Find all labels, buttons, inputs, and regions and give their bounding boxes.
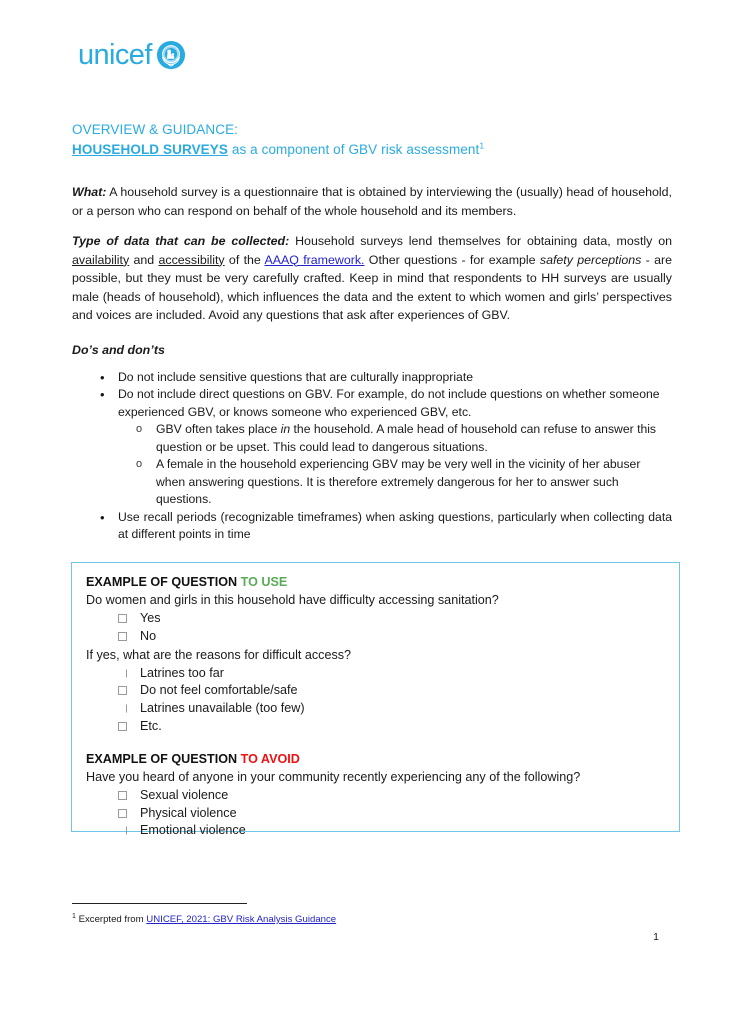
footnote-marker: 1 xyxy=(72,912,76,920)
term-accessibility: accessibility xyxy=(158,252,225,267)
title-footnote-marker: 1 xyxy=(479,140,485,151)
bullet-marker-icon: • xyxy=(100,509,105,525)
sub-list-item-post: the household. A male head of household can refuse to answer this question or be upset. This could lead to dangerous situations. xyxy=(156,422,657,454)
bullet-marker-icon: • xyxy=(100,369,105,385)
sub-list xyxy=(118,421,672,509)
what-label: What: xyxy=(72,185,107,199)
sub-list-item-pre: GBV often takes place xyxy=(156,422,281,436)
example-heading-prefix: EXAMPLE OF QUESTION xyxy=(86,751,241,766)
sub-list-item-italic: in xyxy=(280,422,291,436)
checkbox-partial-icon[interactable] xyxy=(118,704,127,713)
list-item[interactable] xyxy=(86,628,665,646)
footnote-separator xyxy=(72,903,247,904)
list-item-text: Use recall periods (recognizable timeframes) when asking questions, particularly when collecting data at different points in time xyxy=(118,509,672,541)
checkbox-empty-icon[interactable] xyxy=(118,722,127,731)
bullet-marker-icon: • xyxy=(100,387,105,402)
title-overline: OVERVIEW & GUIDANCE: xyxy=(72,122,239,137)
list-item-text: Do not include sensitive questions that are culturally inappropriate xyxy=(118,369,473,384)
page-number: 1 xyxy=(653,931,659,943)
sub-list-item-pre: A female in the household experiencing GBV may be very well in the vicinity of her abuser when answering questions. It is therefore extremely dangerous for her to answer such questions. xyxy=(156,457,641,506)
sub-list-item xyxy=(118,421,672,456)
example-option-list xyxy=(86,610,665,646)
unicef-logo xyxy=(78,40,186,70)
example-heading-tag: TO AVOID xyxy=(240,751,300,766)
paragraph-type-of-data xyxy=(72,232,672,325)
option-label: Sexual violence xyxy=(140,787,229,802)
type-of-data-part1: Household surveys lend themselves for obtaining data, mostly on xyxy=(289,234,672,248)
term-safety-perceptions: safety perceptions xyxy=(539,252,642,267)
spacer xyxy=(86,736,665,750)
option-label: Emotional violence xyxy=(140,823,246,838)
list-item xyxy=(72,509,672,544)
dos-and-donts-list xyxy=(72,369,672,544)
title-main xyxy=(72,139,672,160)
list-item xyxy=(72,369,672,387)
example-question: Have you heard of anyone in your community recently experiencing any of the following? xyxy=(86,769,581,784)
term-availability: availability xyxy=(72,252,130,267)
list-item xyxy=(72,386,672,509)
footnote xyxy=(72,913,336,926)
example-heading-to-avoid xyxy=(86,750,665,768)
example-heading-tag: TO USE xyxy=(240,575,288,589)
type-of-data-part4: Other questions - for example xyxy=(364,252,540,267)
checkbox-empty-icon[interactable] xyxy=(118,614,127,623)
list-item[interactable] xyxy=(86,787,665,805)
list-item[interactable] xyxy=(86,700,665,718)
type-of-data-part5: - are possible, but they must be very carefully crafted. Keep in mind that respondents to HH surveys are usually male (heads of household), which influences the data and the extent to which women and girls’ perspectives and voices are included. Avoid any questions that ask after experiences of GBV. xyxy=(72,252,673,322)
type-of-data-part2: and xyxy=(129,252,159,267)
example-questions-box xyxy=(71,562,680,838)
example-question: If yes, what are the reasons for difficult access? xyxy=(86,647,352,662)
checkbox-empty-icon[interactable] xyxy=(118,809,127,818)
example-option-list xyxy=(86,665,665,736)
list-item[interactable] xyxy=(86,822,665,840)
paragraph-what xyxy=(72,183,672,220)
aaaq-framework-link[interactable]: AAAQ framework. xyxy=(264,252,365,267)
checkbox-empty-icon[interactable] xyxy=(118,632,127,641)
option-label: Physical violence xyxy=(140,805,237,820)
option-label: Latrines unavailable (too few) xyxy=(140,701,305,716)
what-text: A household survey is a questionnaire that is obtained by interviewing the (usually) head of household, or a person who can respond on behalf of the whole household and its members. xyxy=(72,185,672,218)
checkbox-partial-icon[interactable] xyxy=(118,826,127,835)
footnote-source-link[interactable]: UNICEF, 2021: GBV Risk Analysis Guidance xyxy=(146,914,337,925)
title-main-rest: as a component of GBV risk assessment xyxy=(227,142,480,157)
list-item[interactable] xyxy=(86,665,665,683)
option-label: Etc. xyxy=(140,718,162,733)
type-of-data-part3: of the xyxy=(224,252,265,267)
example-heading-to-use xyxy=(86,573,665,591)
checkbox-empty-icon[interactable] xyxy=(118,791,127,800)
option-label: Yes xyxy=(140,611,161,625)
page-title xyxy=(72,120,672,160)
list-item[interactable] xyxy=(86,805,665,823)
list-item[interactable] xyxy=(86,682,665,700)
unicef-globe-emblem-icon xyxy=(156,40,186,70)
document-body xyxy=(72,183,672,544)
sub-list-item xyxy=(118,456,672,509)
example-option-list xyxy=(86,787,665,840)
unicef-wordmark: unicef xyxy=(78,38,152,71)
list-item[interactable] xyxy=(86,610,665,628)
footnote-prefix: Excerpted from xyxy=(75,914,147,925)
example-heading-prefix: EXAMPLE OF QUESTION xyxy=(86,575,241,589)
example-question: Do women and girls in this household have difficulty accessing sanitation? xyxy=(86,593,499,607)
option-label: Do not feel comfortable/safe xyxy=(140,683,298,698)
section-heading-dos-and-donts: Do’s and don’ts xyxy=(72,342,165,357)
type-of-data-label: Type of data that can be collected: xyxy=(72,234,290,248)
option-label: Latrines too far xyxy=(140,665,225,680)
list-item[interactable] xyxy=(86,718,665,736)
list-item-text: Do not include direct questions on GBV. For example, do not include questions on whether someone experienced GBV, or knows someone who experienced GBV, etc. xyxy=(118,387,660,419)
title-main-emphasis: HOUSEHOLD SURVEYS xyxy=(72,142,228,157)
sub-bullet-marker-icon: o xyxy=(136,458,143,470)
checkbox-partial-icon[interactable] xyxy=(118,669,127,678)
option-label: No xyxy=(140,628,157,643)
checkbox-empty-icon[interactable] xyxy=(118,686,127,695)
sub-bullet-marker-icon: o xyxy=(136,423,143,435)
